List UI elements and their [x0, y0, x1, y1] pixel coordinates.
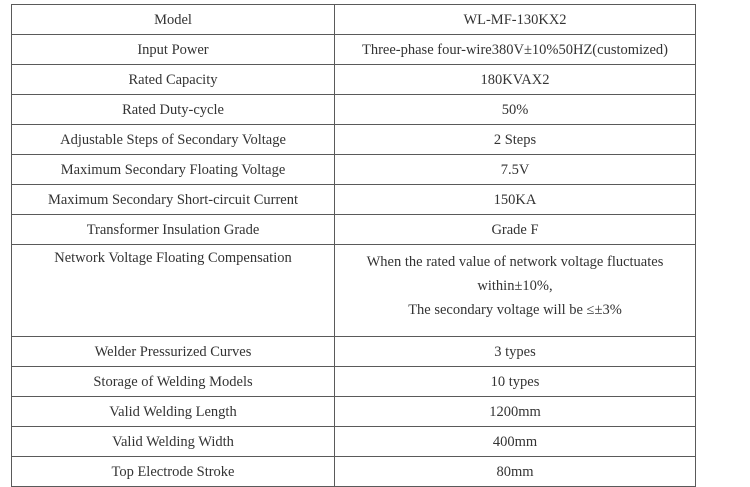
row-value: 2 Steps [335, 125, 696, 155]
row-value: 3 types [335, 337, 696, 367]
row-value: 7.5V [335, 155, 696, 185]
value-line: within±10%, [477, 278, 553, 294]
row-label: Top Electrode Stroke [12, 457, 335, 487]
table-row [12, 95, 696, 125]
row-label: Network Voltage Floating Compensation [12, 245, 335, 337]
table-row [12, 5, 696, 35]
row-value: 1200mm [335, 397, 696, 427]
table-row [12, 397, 696, 427]
value-line: The secondary voltage will be ≤±3% [408, 302, 622, 318]
row-label: Maximum Secondary Short-circuit Current [12, 185, 335, 215]
row-value: 150KA [335, 185, 696, 215]
row-value: 80mm [335, 457, 696, 487]
row-label: Valid Welding Width [12, 427, 335, 457]
row-value: Grade F [335, 215, 696, 245]
value-line: When the rated value of network voltage fluctuates [366, 254, 664, 270]
row-label: Rated Capacity [12, 65, 335, 95]
row-label: Storage of Welding Models [12, 367, 335, 397]
table-row [12, 65, 696, 95]
row-label: Model [12, 5, 335, 35]
table-row [12, 427, 696, 457]
row-label: Valid Welding Length [12, 397, 335, 427]
table-row [12, 185, 696, 215]
row-value: 10 types [335, 367, 696, 397]
table-row [12, 155, 696, 185]
row-value: 50% [335, 95, 696, 125]
table-row [12, 125, 696, 155]
row-label: Transformer Insulation Grade [12, 215, 335, 245]
table-row [12, 215, 696, 245]
specification-table [11, 4, 696, 487]
row-value: 400mm [335, 427, 696, 457]
row-label: Input Power [12, 35, 335, 65]
row-label: Welder Pressurized Curves [12, 337, 335, 367]
table-row [12, 337, 696, 367]
table-row [12, 457, 696, 487]
table-row [12, 35, 696, 65]
row-value: WL-MF-130KX2 [335, 5, 696, 35]
row-label: Adjustable Steps of Secondary Voltage [12, 125, 335, 155]
table-row [12, 245, 696, 337]
row-value: Three-phase four-wire380V±10%50HZ(customized) [335, 35, 696, 65]
row-label: Rated Duty-cycle [12, 95, 335, 125]
row-value: 180KVAX2 [335, 65, 696, 95]
row-value-multiline [335, 245, 696, 337]
table-row [12, 367, 696, 397]
row-label: Maximum Secondary Floating Voltage [12, 155, 335, 185]
